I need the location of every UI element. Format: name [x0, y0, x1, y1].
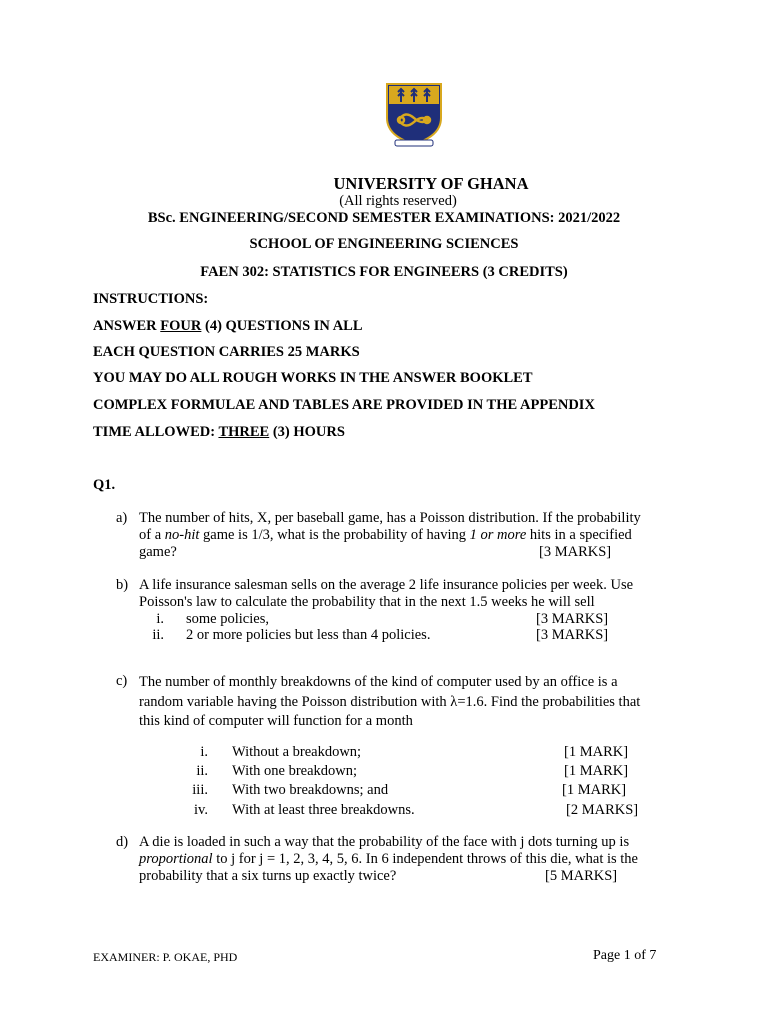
course-title: FAEN 302: STATISTICS FOR ENGINEERS (3 CREDITS): [200, 264, 568, 280]
sub-label: i.: [156, 611, 164, 627]
part-b-line: A life insurance salesman sells on the average 2 life insurance policies per week. Use: [139, 577, 634, 593]
sub-text: With at least three breakdowns.: [232, 802, 415, 818]
part-d-line: probability that a six turns up exactly twice?: [139, 868, 397, 884]
instruction-answer-four: [93, 318, 363, 335]
instruction-text: (3) HOURS: [269, 424, 345, 440]
text: hits in a specified: [526, 527, 632, 543]
instruction-appendix: COMPLEX FORMULAE AND TABLES ARE PROVIDED IN THE APPENDIX: [93, 397, 595, 413]
part-a-line: The number of hits, X, per baseball game, has a Poisson distribution. If the probability: [139, 510, 641, 526]
part-b-line: Poisson's law to calculate the probability that in the next 1.5 weeks he will sell: [139, 594, 595, 610]
sub-text: some policies,: [186, 611, 269, 627]
part-a-marks: [3 MARKS]: [539, 544, 612, 560]
rights-notice: (All rights reserved): [339, 193, 457, 209]
part-c-line: The number of monthly breakdowns of the kind of computer used by an office is a: [139, 674, 618, 690]
instructions-title: INSTRUCTIONS:: [93, 291, 209, 307]
school-name: SCHOOL OF ENGINEERING SCIENCES: [249, 236, 519, 252]
part-c-line: this kind of computer will function for a month: [139, 713, 413, 729]
instruction-rough-work: YOU MAY DO ALL ROUGH WORKS IN THE ANSWER BOOKLET: [93, 370, 533, 386]
instruction-underlined: FOUR: [160, 318, 202, 334]
university-crest-icon: [383, 80, 445, 148]
university-name: UNIVERSITY OF GHANA: [333, 174, 529, 193]
examiner-name: EXAMINER: P. OKAE, PHD: [93, 950, 238, 964]
italic-text: no-hit: [164, 527, 200, 543]
sub-label: iv.: [194, 802, 208, 818]
text: to j for j = 1, 2, 3, 4, 5, 6. In 6 independent throws of this die, what is the: [212, 851, 638, 867]
part-a-line: game?: [139, 544, 177, 560]
part-d-marks: [5 MARKS]: [545, 868, 618, 884]
instruction-time: [93, 424, 345, 441]
sub-marks: [3 MARKS]: [536, 627, 609, 643]
sub-label: iii.: [192, 782, 208, 798]
sub-label: ii.: [196, 763, 208, 779]
instruction-text: ANSWER: [93, 318, 161, 334]
sub-marks: [3 MARKS]: [536, 611, 609, 627]
sub-marks: [1 MARK]: [564, 744, 629, 760]
sub-text: With two breakdowns; and: [232, 782, 389, 798]
sub-marks: [1 MARK]: [562, 782, 627, 798]
part-b-label: b): [116, 577, 129, 593]
part-d-label: d): [116, 834, 129, 850]
sub-text: With one breakdown;: [232, 763, 358, 779]
sub-label: i.: [200, 744, 208, 760]
sub-text: Without a breakdown;: [232, 744, 362, 760]
instruction-text: TIME ALLOWED:: [93, 424, 219, 440]
part-c-line: random variable having the Poisson distribution with λ=1.6. Find the probabilities that: [139, 693, 641, 710]
instruction-text: (4) QUESTIONS IN ALL: [201, 318, 363, 334]
sub-marks: [1 MARK]: [564, 763, 629, 779]
instruction-underlined: THREE: [218, 424, 270, 440]
part-d-line: A die is loaded in such a way that the probability of the face with j dots turning up is: [139, 834, 630, 850]
part-d-line: [139, 851, 679, 868]
part-b-text: [139, 577, 679, 611]
question-title: Q1.: [93, 477, 116, 493]
italic-text: proportional: [139, 851, 213, 867]
instruction-marks: EACH QUESTION CARRIES 25 MARKS: [93, 344, 360, 360]
page-number: Page 1 of 7: [593, 948, 657, 963]
part-c-text: [139, 673, 679, 732]
part-a-label: a): [116, 510, 128, 526]
part-c-label: c): [116, 673, 128, 689]
part-a-line: [139, 527, 679, 544]
text: of a: [139, 527, 165, 543]
italic-text: 1 or more: [469, 527, 527, 543]
sub-text: 2 or more policies but less than 4 policies.: [186, 627, 431, 643]
text: game is 1/3, what is the probability of having: [199, 527, 470, 543]
exam-title: BSc. ENGINEERING/SECOND SEMESTER EXAMINATIONS: 2021/2022: [147, 210, 621, 226]
sub-marks: [2 MARKS]: [566, 802, 639, 818]
sub-label: ii.: [152, 627, 164, 643]
